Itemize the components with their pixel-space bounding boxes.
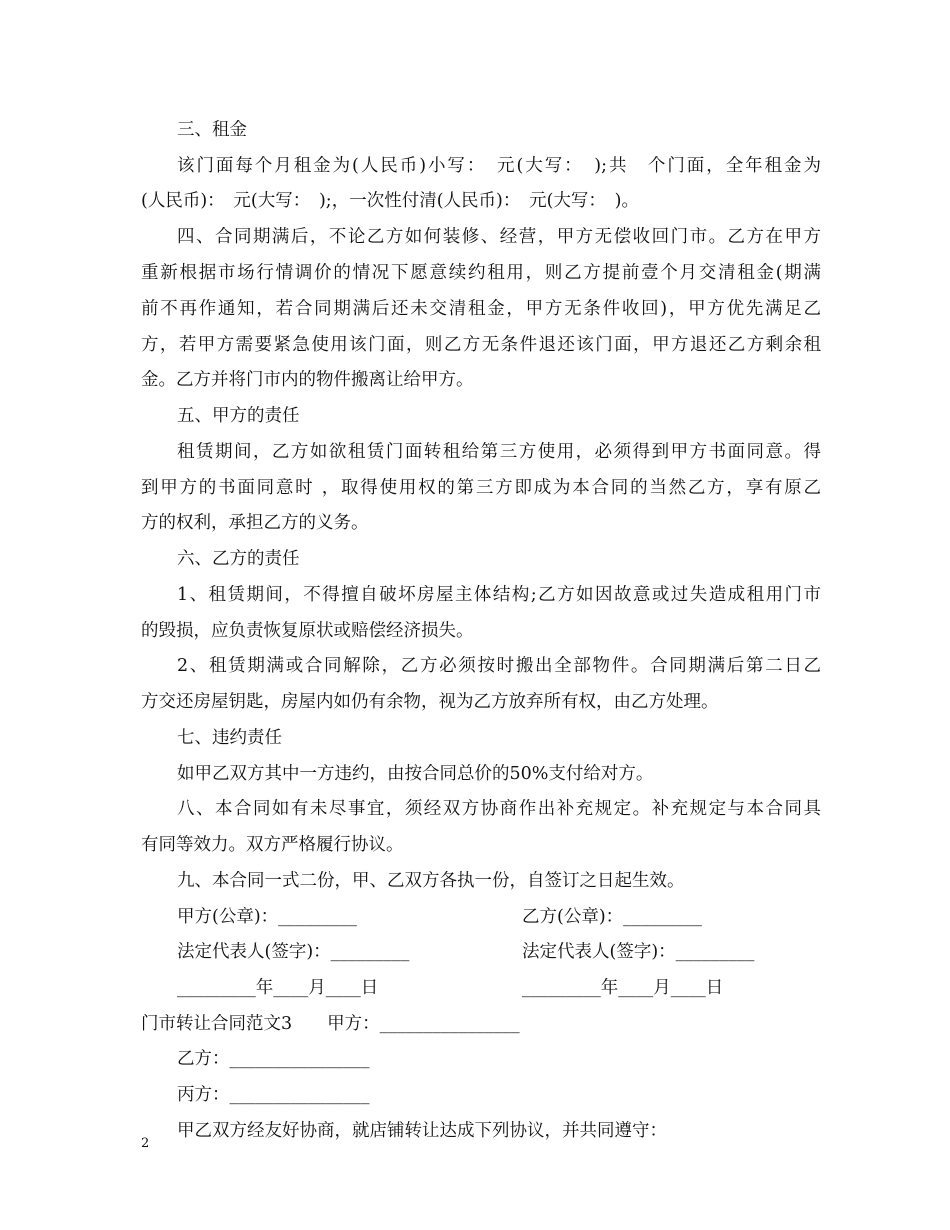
paragraph-line: 金。乙方并将门市内的物件搬离让给甲方。: [141, 370, 474, 390]
paragraph-line: 九、本合同一式二份，甲、乙双方各执一份，自签订之日起生效。: [177, 871, 685, 891]
paragraph-line: 2、租赁期满或合同解除，乙方必须按时搬出全部物件。合同期满后第二日乙: [177, 656, 821, 676]
paragraph-line: 四、合同期满后，不论乙方如何装修、经营，甲方无偿收回门市。乙方在甲方: [177, 227, 821, 247]
section-heading-party-b: 六、乙方的责任: [177, 549, 300, 569]
party-a-representative-field: 法定代表人(签字)：_________: [177, 942, 410, 962]
paragraph-line: 该门面每个月租金为(人民币)小写： 元(大写： );共 个门面，全年租金为: [177, 156, 821, 176]
paragraph-line: 方交还房屋钥匙，房屋内如仍有余物，视为乙方放弃所有权，由乙方处理。: [141, 692, 719, 712]
paragraph-line: 方的权利，承担乙方的义务。: [141, 513, 369, 533]
page-number: 2: [141, 1136, 150, 1151]
section-heading-rent: 三、租金: [177, 120, 247, 140]
section-heading-breach: 七、违约责任: [177, 728, 282, 748]
paragraph-line: 如甲乙双方其中一方违约，由按合同总价的50%支付给对方。: [177, 764, 654, 784]
party-b-representative-field: 法定代表人(签字)：_________: [522, 942, 755, 962]
party-c-field: 丙方：________________: [177, 1085, 370, 1105]
party-b-seal-field: 乙方(公章)：_________: [522, 907, 702, 927]
next-contract-intro: 甲乙双方经友好协商，就店铺转让达成下列协议，并共同遵守：: [177, 1121, 667, 1141]
paragraph-line: 到甲方的书面同意时 ，取得使用权的第三方即成为本合同的当然乙方，享有原乙: [141, 478, 821, 498]
paragraph-line: 有同等效力。双方严格履行协议。: [141, 835, 404, 855]
paragraph-line: (人民币)： 元(大写： );，一次性付清(人民币)： 元(大写： )。: [141, 191, 640, 211]
paragraph-line: 方，若甲方需要紧急使用该门面，则乙方无条件退还该门面，甲方退还乙方剩余租: [141, 335, 821, 355]
next-contract-title: 门市转让合同范文3 甲方：________________: [141, 1014, 520, 1034]
paragraph-line: 的毁损，应负责恢复原状或赔偿经济损失。: [141, 621, 474, 641]
paragraph-line: 前不再作通知，若合同期满后还未交清租金，甲方无条件收回)，甲方优先满足乙: [141, 299, 821, 319]
section-heading-party-a: 五、甲方的责任: [177, 406, 300, 426]
party-a-date-field: _________年____月____日: [177, 978, 379, 998]
paragraph-line: 重新根据市场行情调价的情况下愿意续约租用，则乙方提前壹个月交清租金(期满: [141, 263, 821, 283]
paragraph-line: 租赁期间，乙方如欲租赁门面转租给第三方使用，必须得到甲方书面同意。得: [177, 442, 821, 462]
paragraph-line: 1、租赁期间，不得擅自破坏房屋主体结构;乙方如因故意或过失造成租用门市: [177, 585, 821, 605]
party-a-seal-field: 甲方(公章)：_________: [177, 907, 357, 927]
party-b-field: 乙方：________________: [177, 1049, 370, 1069]
party-b-date-field: _________年____月____日: [522, 978, 724, 998]
paragraph-line: 八、本合同如有未尽事宜，须经双方协商作出补充规定。补充规定与本合同具: [177, 799, 821, 819]
